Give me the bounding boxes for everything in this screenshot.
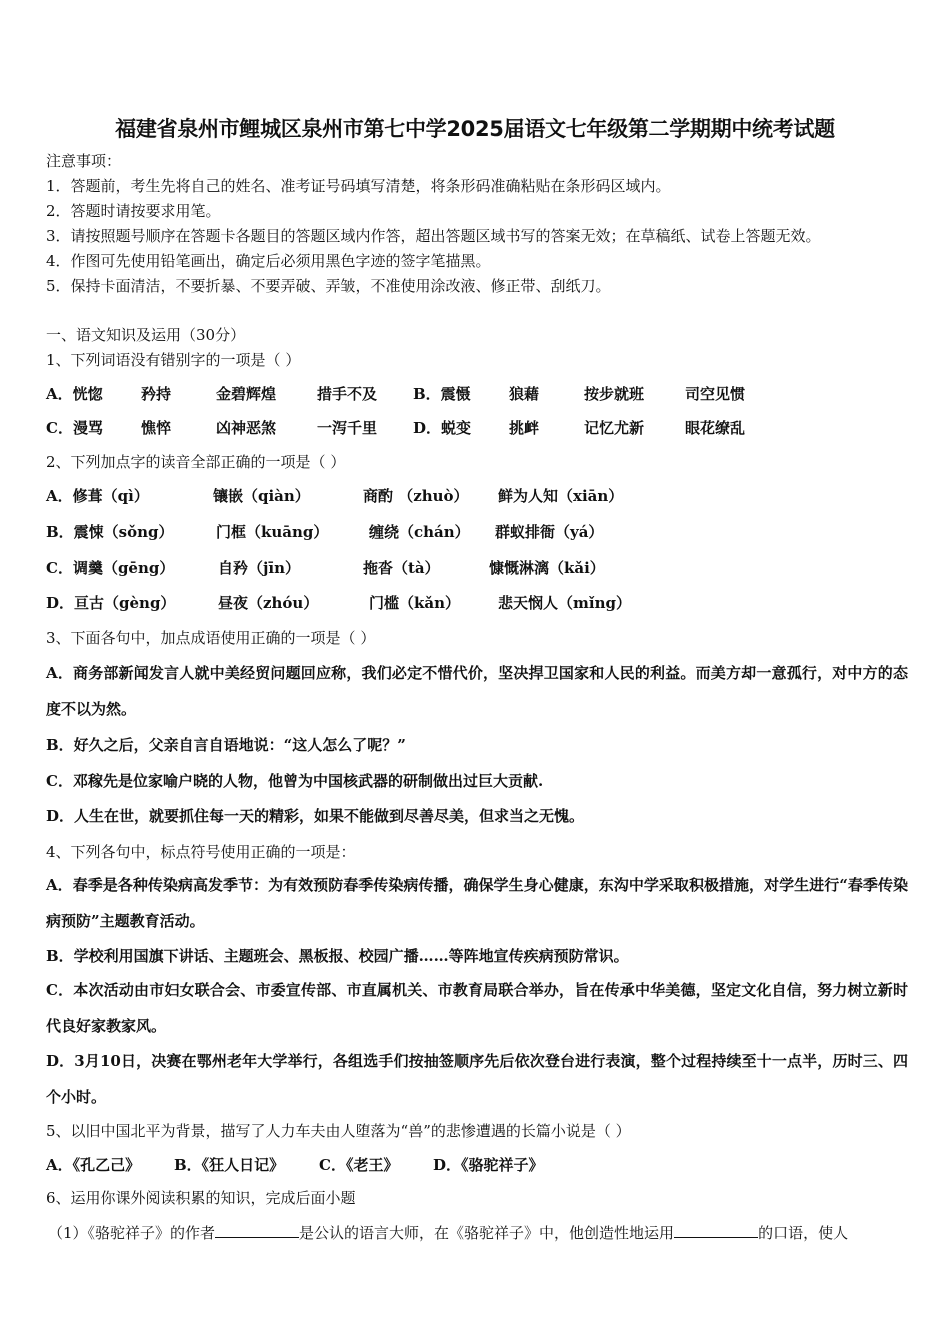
question-5-stem: 5、以旧中国北平为背景，描写了人力车夫由人堕落为“兽”的悲惨遭遇的长篇小说是（ ） [46, 1122, 631, 1140]
option-word: 群蚁排衙（yá） [495, 523, 604, 541]
page-title: 福建省泉州市鲤城区泉州市第七中学2025届语文七年级第二学期期中统考试题 [115, 117, 835, 141]
option-word: 缠绕（chán） [369, 523, 470, 541]
answer-blank[interactable] [674, 1223, 758, 1238]
notice-item: 4．作图可先使用铅笔画出，确定后必须用黑色字迹的签字笔描黑。 [46, 252, 491, 270]
option-word: 眼花缭乱 [685, 419, 746, 437]
question-3-option-c: C．邓稼先是位家喻户晓的人物，他曾为中国核武器的研制做出过巨大贡献. [46, 772, 544, 790]
section-heading: 一、语文知识及运用（30分） [46, 326, 246, 344]
question-3-option-a: A．商务部新闻发言人就中美经贸问题回应称，我们必定不惜代价，坚决捍卫国家和人民的利益。而美方却一意孤行，对中方的态度不以为然。 [46, 664, 908, 718]
option-word: 慷慨淋漓（kǎi） [489, 559, 605, 577]
option-word: 狼藉 [509, 385, 540, 403]
question-2-stem: 2、下列加点字的读音全部正确的一项是（ ） [46, 453, 346, 471]
option-word: 憔悴 [141, 419, 172, 437]
notice-heading: 注意事项： [46, 152, 122, 170]
option-word: A．恍惚 [46, 385, 103, 403]
option-word: A．修葺（qì） [46, 487, 149, 505]
option-word: C．调羹（gēng） [46, 559, 175, 577]
option-word: A．《孔乙己》 [46, 1156, 141, 1174]
option-word: 一泻千里 [317, 419, 378, 437]
question-3-stem: 3、下面各句中，加点成语使用正确的一项是（ ） [46, 629, 376, 647]
option-word: D．亘古（gèng） [46, 594, 176, 612]
option-word: B．《狂人日记》 [174, 1156, 285, 1174]
option-word: D．《骆驼祥子》 [433, 1156, 544, 1174]
option-word: 矜持 [141, 385, 172, 403]
option-word: 金碧辉煌 [216, 385, 277, 403]
option-word: B．震慑 [413, 385, 471, 403]
sub-question-text: （1）《骆驼祥子》的作者 [48, 1224, 216, 1242]
question-4-option-d: D．3月10日，决赛在鄂州老年大学举行，各组选手们按抽签顺序先后依次登台进行表演，整个过程持续至十一点半，历时三、四个小时。 [46, 1052, 908, 1106]
option-word: 记忆尤新 [584, 419, 645, 437]
question-6-sub-1 [48, 1223, 848, 1242]
option-word: 措手不及 [317, 385, 378, 403]
option-word: 司空见惯 [685, 385, 746, 403]
question-4-option-b: B．学校利用国旗下讲话、主题班会、黑板报、校园广播……等阵地宣传疾病预防常识。 [46, 947, 629, 965]
answer-blank[interactable] [215, 1223, 299, 1238]
question-3-option-d: D．人生在世，就要抓住每一天的精彩，如果不能做到尽善尽美，但求当之无愧。 [46, 807, 585, 825]
question-6-stem: 6、运用你课外阅读积累的知识，完成后面小题 [46, 1189, 356, 1207]
option-word: 鲜为人知（xiān） [498, 487, 624, 505]
option-word: C．《老王》 [319, 1156, 399, 1174]
question-1-stem: 1、下列词语没有错别字的一项是（ ） [46, 351, 301, 369]
question-4-option-a: A．春季是各种传染病高发季节：为有效预防春季传染病传播，确保学生身心健康，东沟中学采取积极措施，对学生进行“春季传染病预防”主题教育活动。 [46, 876, 908, 930]
option-word: 昼夜（zhóu） [218, 594, 319, 612]
option-word: 门槛（kǎn） [369, 594, 461, 612]
option-word: 按步就班 [584, 385, 645, 403]
question-4-stem: 4、下列各句中，标点符号使用正确的一项是： [46, 843, 356, 861]
notice-item: 2．答题时请按要求用笔。 [46, 202, 221, 220]
option-word: 自矜（jīn） [218, 559, 301, 577]
option-word: 悲天悯人（mǐng） [498, 594, 631, 612]
question-4-option-c: C．本次活动由市妇女联合会、市委宣传部、市直属机关、市教育局联合举办，旨在传承中华美德，坚定文化自信，努力树立新时代良好家教家风。 [46, 981, 908, 1035]
option-word: B．震悚（sǒng） [46, 523, 174, 541]
notice-item: 3．请按照题号顺序在答题卡各题目的答题区域内作答，超出答题区域书写的答案无效；在草稿纸、试卷上答题无效。 [46, 227, 821, 245]
question-3-option-b: B．好久之后，父亲自言自语地说：“这人怎么了呢？” [46, 736, 406, 754]
option-word: 挑衅 [509, 419, 540, 437]
sub-question-text: 是公认的语言大师，在《骆驼祥子》中，他创造性地运用 [299, 1224, 675, 1242]
option-word: C．漫骂 [46, 419, 103, 437]
option-word: 镶嵌（qiàn） [213, 487, 310, 505]
notice-item: 5．保持卡面清洁，不要折暴、不要弄破、弄皱，不准使用涂改液、修正带、刮纸刀。 [46, 277, 611, 295]
option-word: 拖沓（tà） [363, 559, 440, 577]
option-word: 门框（kuāng） [216, 523, 329, 541]
notice-item: 1．答题前，考生先将自己的姓名、准考证号码填写清楚，将条形码准确粘贴在条形码区域内。 [46, 177, 671, 195]
option-word: D．蜕变 [413, 419, 472, 437]
sub-question-text: 的口语，使人 [758, 1224, 849, 1242]
option-word: 凶神恶煞 [216, 419, 277, 437]
option-word: 商酌 （zhuò） [363, 487, 469, 505]
